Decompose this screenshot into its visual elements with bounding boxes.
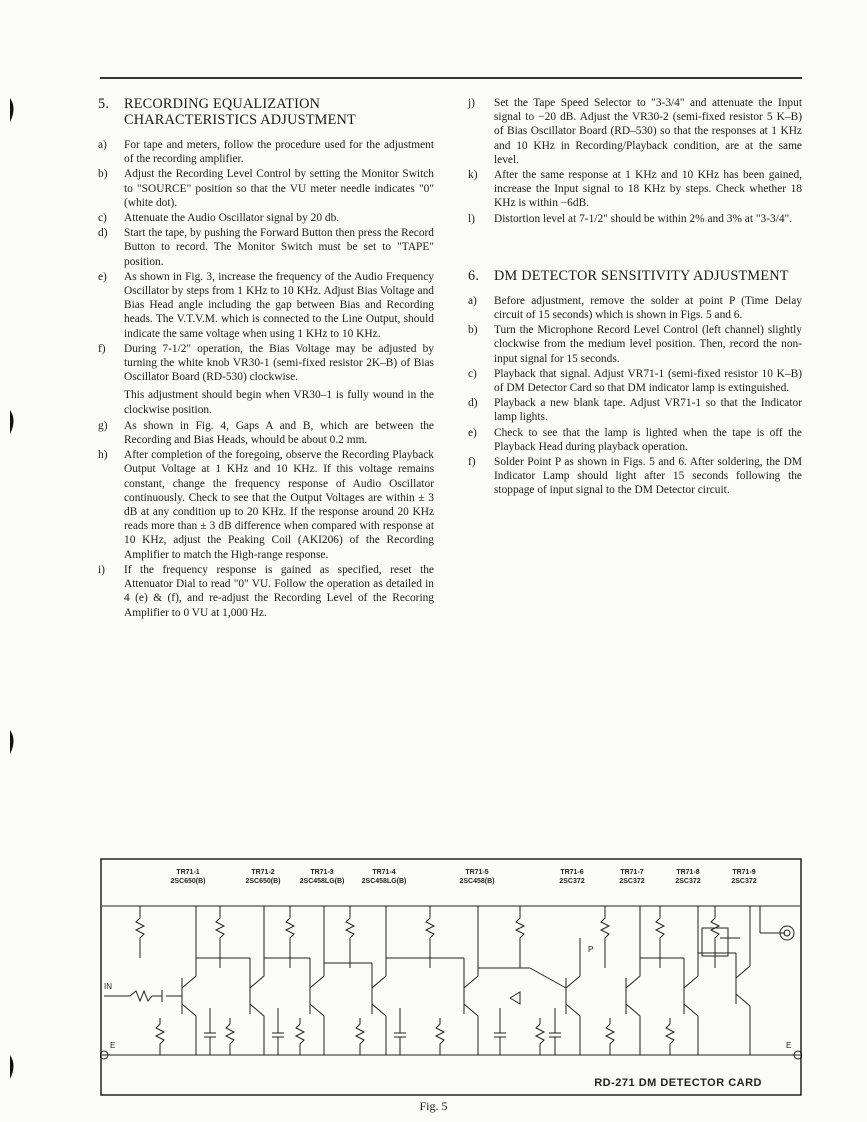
transistor-type: 2SC372 [619, 878, 645, 885]
transistor-type: 2SC458LG(B) [299, 878, 345, 885]
list-item: i) If the frequency response is gained as specified, reset the Attenuator Dial to read "0" VU. Follow the operation as detailed in 4 (e) & (f), and re-adjust the Recording Level of the Recoring Amplifier to 0 VU at 1,000 Hz. [98, 563, 434, 619]
list-item: b) Adjust the Recording Level Control by setting the Monitor Switch to "SOURCE" position so that the VU meter needle indicates "0" (white dot). [98, 168, 434, 209]
list-item: e) Check to see that the lamp is lighted when the tape is off the Playback Head during playback operation. [468, 426, 802, 453]
transistor-type: 2SC650(B) [170, 878, 206, 885]
transistor-name: TR71-7 [620, 869, 644, 876]
transistor-type: 2SC650(B) [245, 878, 281, 885]
ground-label-left: E [110, 1041, 116, 1050]
transistor-type: 2SC372 [731, 878, 757, 885]
list-item: d) Start the tape, by pushing the Forward Button then press the Record Button to record. The Monitor Switch must be set to "TAPE" position. [98, 227, 434, 268]
transistor-type: 2SC372 [559, 878, 585, 885]
list-item: d) Playback a new blank tape. Adjust VR71-1 so that the Indicator lamp lights. [468, 397, 802, 424]
transistor-name: TR71-8 [676, 869, 700, 876]
list-item-continuation: This adjustment should begin when VR30–1 is fully wound in the clockwise position. [124, 389, 434, 416]
transistor-name: TR71-3 [310, 869, 334, 876]
transistor-name: TR71-4 [372, 869, 396, 876]
transistor-name: TR71-9 [732, 869, 756, 876]
list-item: l) Distortion level at 7-1/2" should be within 2% and 3% at "3-3/4". [468, 212, 793, 225]
transistor-type: 2SC458LG(B) [361, 878, 407, 885]
list-item: h) After completion of the foregoing, observe the Recording Playback Output Voltage at 1 KHz and 10 KHz. If this voltage remains constant, change the frequency response of Audio Oscillator continuously. Check to see that the Output Voltages are within ± 3 dB at any condition up to 20 KHz. If the response around 20 KHz reads more than ± 3 dB difference when compared with response at 10 KHz, adjust the Peaking Coil (AKI206) of the Recording Amplifier to match the High-range response. [98, 449, 434, 561]
input-label: IN [104, 982, 112, 991]
right-column [468, 96, 802, 499]
list-item: a) For tape and meters, follow the procedure used for the adjustment of the recording amplifier. [98, 139, 434, 166]
circuit-frame [101, 859, 801, 1095]
list-item: b) Turn the Microphone Record Level Control (left channel) slightly clockwise from the medium level position. Then, record the non-input signal for 15 seconds. [468, 324, 802, 365]
list-item: g) As shown in Fig. 4, Gaps A and B, which are between the Recording and Bias Heads, whould be about 0.2 mm. [98, 419, 434, 447]
board-label: RD-271 DM DETECTOR CARD [594, 1077, 762, 1089]
ground-label-right: E [786, 1041, 792, 1050]
list-item: c) Playback that signal. Adjust VR71-1 (semi-fixed resistor 10 K–B) of DM Detector Card so that DM indicator lamp is extinguished. [468, 367, 802, 395]
transistor-type: 2SC372 [675, 878, 701, 885]
section-6-heading: 6. DM DETECTOR SENSITIVITY ADJUSTMENT [468, 267, 789, 284]
left-column [98, 96, 434, 621]
transistor-type: 2SC458(B) [459, 878, 495, 885]
section-5-heading: 5. RECORDING EQUALIZATION CHARACTERISTICS ADJUSTMENT [98, 96, 356, 128]
transistor-labels [170, 869, 756, 885]
point-p-label: P [588, 945, 594, 954]
list-item: f) During 7-1/2" operation, the Bias Voltage may be adjusted by turning the white knob VR30-1 (semi-fixed resistor 2K–B) of Bias Oscillator Board (RD-530) clockwise. [98, 342, 434, 384]
binding-edge [0, 0, 20, 1122]
list-item: a) Before adjustment, remove the solder at point P (Time Delay circuit of 15 seconds) which is shown in Figs. 5 and 6. [468, 294, 802, 322]
transistor-name: TR71-6 [560, 869, 584, 876]
circuit-wiring [102, 906, 800, 1055]
dm-detector-circuit-diagram [100, 858, 802, 1098]
transistor-name: TR71-5 [465, 869, 489, 876]
transistor-name: TR71-1 [176, 869, 200, 876]
list-item: c) Attenuate the Audio Oscillator signal by 20 db. [98, 212, 340, 225]
list-item: j) Set the Tape Speed Selector to "3-3/4" and attenuate the Input signal to −20 dB. Adjust the VR30-2 (semi-fixed resistor 5 K–B) of Bias Oscillator Board (RD–530) so that the responses at 1 KHz and 10 KHz in Recording/Playback condition, are at the same level. [468, 97, 802, 166]
transistor-name: TR71-2 [251, 869, 275, 876]
list-item: e) As shown in Fig. 3, increase the frequency of the Audio Frequency Oscillator by steps from 1 KHz to 10 KHz. Adjust Bias Voltage and Bias Head angle including the gap between Bias and Recording heads. The V.T.V.M. which is connected to the Line Output, should indicate the same voltage when using 1 KHz to 10 KHz. [98, 270, 434, 340]
list-item: f) Solder Point P as shown in Figs. 5 and 6. After soldering, the DM Indicator Lamp should light after 15 seconds following the stoppage of input signal to the DM Detector circuit. [468, 456, 802, 497]
list-item: k) After the same response at 1 KHz and 10 KHz has been gained, increase the Input signal to 18 KHz by steps. Check whether 18 KHz is within −6dB. [468, 169, 802, 210]
figure-caption: Fig. 5 [419, 1099, 448, 1113]
top-rule [100, 77, 802, 79]
